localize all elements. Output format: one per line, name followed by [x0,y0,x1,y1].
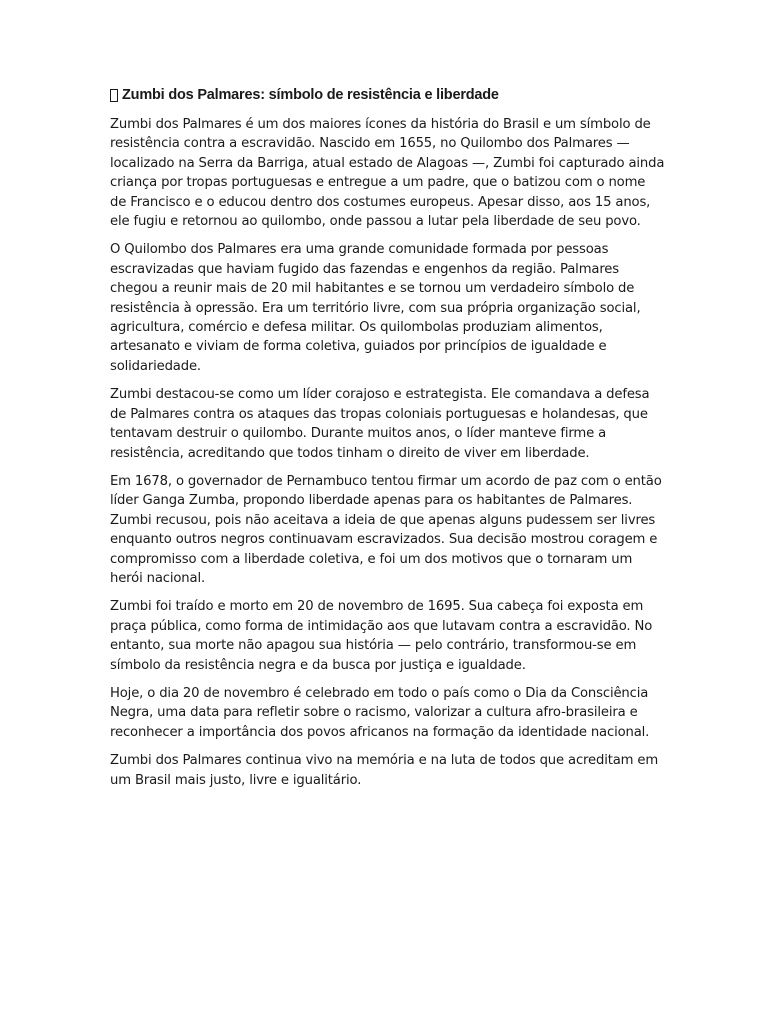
document-title-text: Zumbi dos Palmares: símbolo de resistência e liberdade [122,87,499,103]
paragraph-6: Hoje, o dia 20 de novembro é celebrado em todo o país como o Dia da Consciência Negra, uma data para refletir sobre o racismo, valorizar a cultura afro-brasileira e reconhecer a importância dos povos africanos na formação da identidade nacional. [110,685,650,740]
document-page [110,84,665,799]
paragraph-4: Em 1678, o governador de Pernambuco tentou firmar um acordo de paz com o então líder Ganga Zumba, propondo liberdade apenas para os habitantes de Palmares. Zumbi recusou, pois não aceitava a ideia de que apenas alguns pudessem ser livres enquanto outros negros continuavam escravizados. Sua decisão mostrou coragem e compromisso com a liberdade coletiva, e foi um dos motivos que o tornaram um herói nacional. [110,473,662,586]
paragraph-3: Zumbi destacou-se como um líder corajoso e estrategista. Ele comandava a defesa de Palmares contra os ataques das tropas coloniais portuguesas e holandesas, que tentavam destruir o quilombo. Durante muitos anos, o líder manteve firme a resistência, acreditando que todos tinham o direito de viver em liberdade. [110,387,650,461]
missing-glyph-icon [110,89,118,102]
paragraph-7: Zumbi dos Palmares continua vivo na memória e na luta de todos que acreditam em um Brasil mais justo, livre e igualitário. [110,753,659,788]
paragraph-5: Zumbi foi traído e morto em 20 de novembro de 1695. Sua cabeça foi exposta em praça pública, como forma de intimidação aos que lutavam contra a escravidão. No entanto, sua morte não apagou sua história — pelo contrário, transformou-se em símbolo da resistência negra e da busca por justiça e igualdade. [110,599,653,673]
paragraph-2: O Quilombo dos Palmares era uma grande comunidade formada por pessoas escravizadas que haviam fugido das fazendas e engenhos da região. Palmares chegou a reunir mais de 20 mil habitantes e se tornou um verdadeiro símbolo de resistência à opressão. Era um território livre, com sua própria organização social, agricultura, comércio e defesa militar. Os quilombolas produziam alimentos, artesanato e viviam de forma coletiva, guiados por princípios de igualdade e solidariedade. [110,242,641,374]
document-title [110,84,665,106]
paragraph-1: Zumbi dos Palmares é um dos maiores ícones da história do Brasil e um símbolo de resistência contra a escravidão. Nascido em 1655, no Quilombo dos Palmares — localizado na Serra da Barriga, atual estado de Alagoas —, Zumbi foi capturado ainda criança por tropas portuguesas e entregue a um padre, que o batizou com o nome de Francisco e o educou dentro dos costumes europeus. Apesar disso, aos 15 anos, ele fugiu e retornou ao quilombo, onde passou a lutar pela liberdade de seu povo. [110,117,665,230]
